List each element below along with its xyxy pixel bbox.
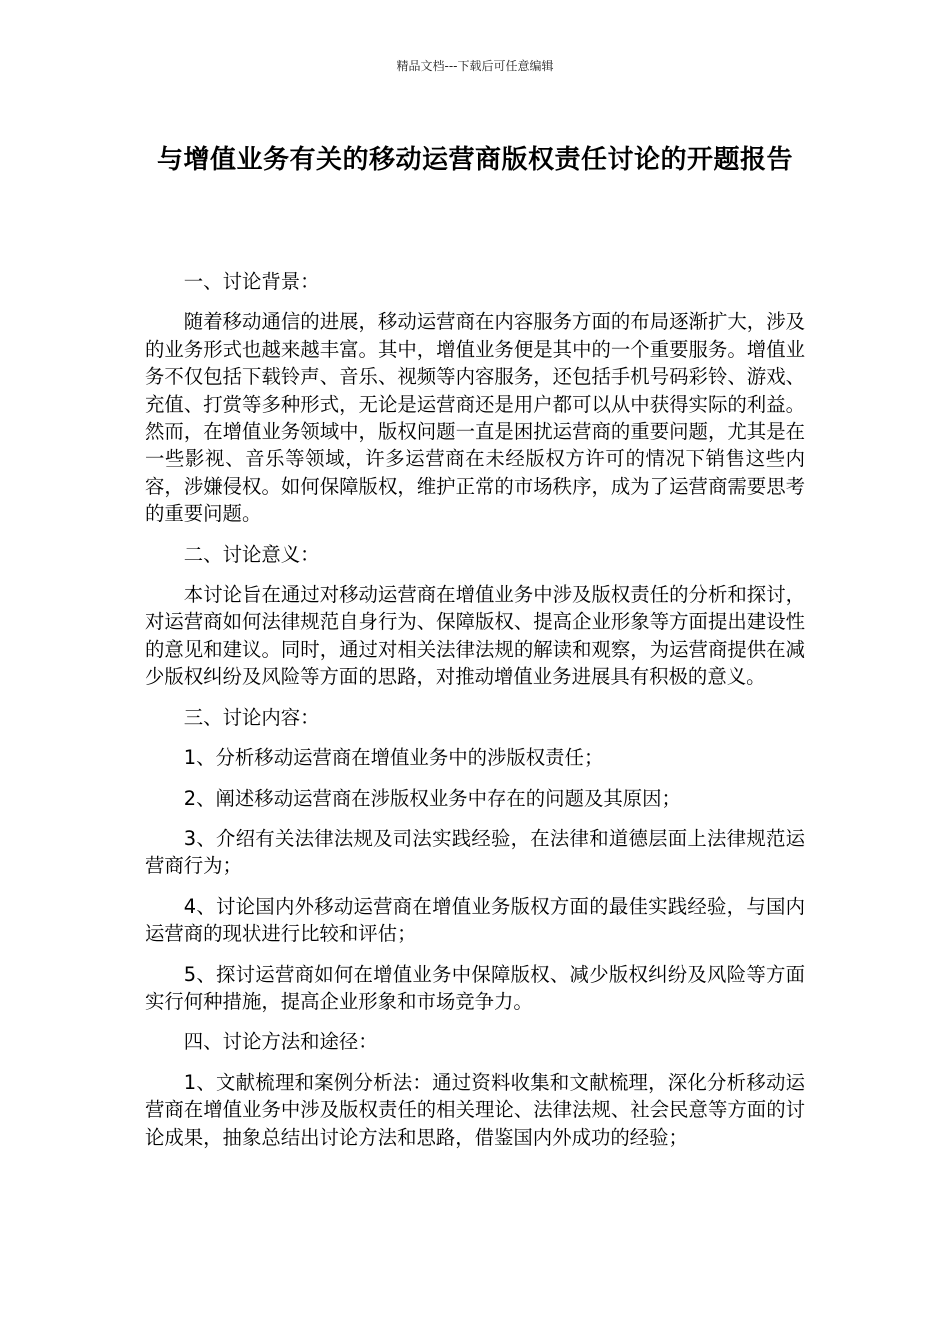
content-item-3: 3、介绍有关法律法规及司法实践经验，在法律和道德层面上法律规范运营商行为； [145,826,805,878]
content-item-1: 1、分析移动运营商在增值业务中的涉版权责任； [183,746,604,770]
document-title: 与增值业务有关的移动运营商版权责任讨论的开题报告 [156,145,793,175]
section-heading-significance: 二、讨论意义： [183,542,320,566]
paragraph-background: 随着移动通信的进展，移动运营商在内容服务方面的布局逐渐扩大，涉及的业务形式也越来越丰富。其中，增值业务便是其中的一个重要服务。增值业务不仅包括下载铃声、音乐、视频等内容服务，还包括手机号码彩铃、游戏、充值、打赏等多种形式，无论是运营商还是用户都可以从中获得实际的利益。然而，在增值业务领域中，版权问题一直是困扰运营商的重要问题，尤其是在一些影视、音乐等领域，许多运营商在未经版权方许可的情况下销售这些内容，涉嫌侵权。如何保障版权，维护正常的市场秩序，成为了运营商需要思考的重要问题。 [145,310,805,526]
paragraph-significance: 本讨论旨在通过对移动运营商在增值业务中涉及版权责任的分析和探讨，对运营商如何法律规范自身行为、保障版权、提高企业形象等方面提出建设性的意见和建议。同时，通过对相关法律法规的解读和观察，为运营商提供在减少版权纠纷及风险等方面的思路，对推动增值业务进展具有积极的意义。 [145,583,805,689]
section-heading-background: 一、讨论背景： [183,270,320,293]
method-item-1: 1、文献梳理和案例分析法：通过资料收集和文献梳理，深化分析移动运营商在增值业务中涉及版权责任的相关理论、法律法规、社会民意等方面的讨论成果，抽象总结出讨论方法和思路，借鉴国内外成功的经验； [145,1070,805,1149]
section-heading-content: 三、讨论内容： [183,705,320,729]
content-item-2: 2、阐述移动运营商在涉版权业务中存在的问题及其原因； [183,786,681,810]
section-heading-methods: 四、讨论方法和途径： [183,1030,378,1054]
content-item-5: 5、探讨运营商如何在增值业务中保障版权、减少版权纠纷及风险等方面实行何种措施，提高企业形象和市场竞争力。 [145,962,805,1013]
document-body [145,268,805,1164]
header-note: 精品文档---下载后可任意编辑 [396,59,554,73]
content-item-4: 4、讨论国内外移动运营商在增值业务版权方面的最佳实践经验，与国内运营商的现状进行比较和评估； [145,894,805,946]
